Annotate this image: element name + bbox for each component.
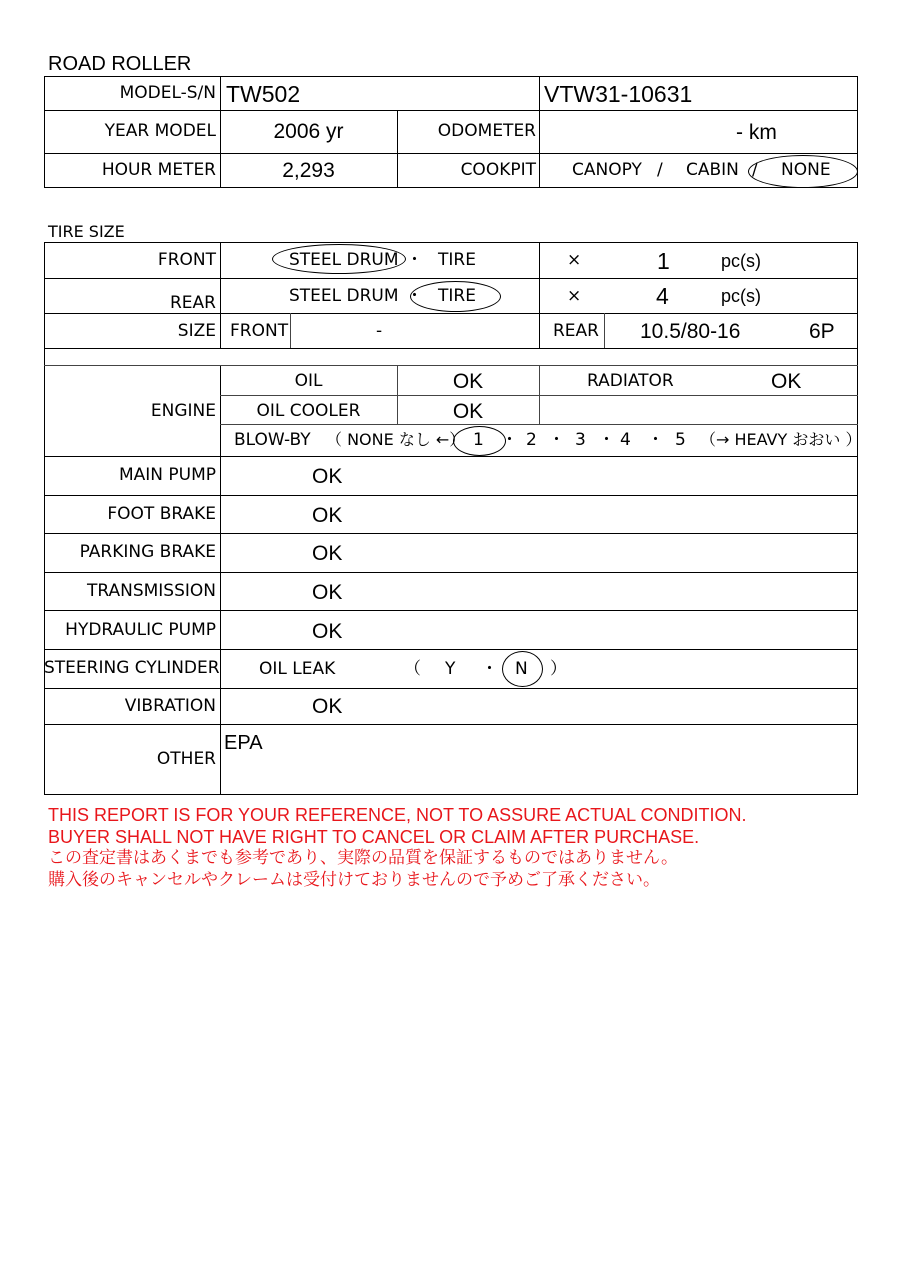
blow-by-separator: ・ <box>647 430 664 450</box>
hydraulic-pump-value: OK <box>312 620 343 643</box>
oil-leak-label: OIL LEAK <box>259 659 336 679</box>
blow-by-separator: ・ <box>501 430 518 450</box>
blow-by-level-5: 5 <box>675 430 686 450</box>
oil-leak-option-n: N <box>515 659 528 679</box>
blow-by-level-3: 3 <box>575 430 586 450</box>
disclaimer-line: この査定書はあくまでも参考であり、実際の品質を保証するものではありません。 <box>48 848 679 868</box>
blow-by-level-4: 4 <box>620 430 631 450</box>
cockpit-separator: / <box>657 160 663 180</box>
size-rear-label: REAR <box>553 321 599 341</box>
disclaimer-line: BUYER SHALL NOT HAVE RIGHT TO CANCEL OR CLAIM AFTER PURCHASE. <box>48 827 700 847</box>
front-option-steel-drum: STEEL DRUM <box>289 250 399 270</box>
blow-by-level-2: 2 <box>526 430 537 450</box>
oil-leak-separator: ・ <box>481 659 498 679</box>
oil-leak-selected-circle <box>502 651 543 687</box>
tire-size-section-label: TIRE SIZE <box>48 222 125 241</box>
oil-cooler-label: OIL COOLER <box>256 401 361 421</box>
radiator-label: RADIATOR <box>587 371 674 391</box>
hour-meter-value: 2,293 <box>282 159 335 182</box>
vibration-value: OK <box>312 695 343 718</box>
odometer-value: - km <box>736 121 777 144</box>
page-title: ROAD ROLLER <box>48 53 192 75</box>
blow-by-label: BLOW-BY <box>234 430 311 450</box>
odometer-label: ODOMETER <box>437 121 536 141</box>
year-model-value: 2006 yr <box>273 120 344 143</box>
rear-option-tire: TIRE <box>438 286 476 306</box>
disclaimer-line: THIS REPORT IS FOR YOUR REFERENCE, NOT TO ASSURE ACTUAL CONDITION. <box>48 805 747 825</box>
vibration-label: VIBRATION <box>124 696 216 716</box>
engine-label: ENGINE <box>150 401 216 421</box>
main-pump-value: OK <box>312 465 343 488</box>
cockpit-selected-circle <box>748 155 858 188</box>
blow-by-separator: ・ <box>598 430 615 450</box>
oil-leak-open-paren: （ <box>404 659 421 679</box>
model-sn-label: MODEL-S/N <box>119 83 216 103</box>
front-qty: 1 <box>657 248 670 274</box>
hydraulic-pump-label: HYDRAULIC PUMP <box>65 620 216 640</box>
cockpit-option-canopy: CANOPY <box>572 160 642 180</box>
cockpit-separator: / <box>752 160 758 180</box>
cockpit-label: COOKPIT <box>460 160 536 180</box>
cockpit-option-cabin: CABIN <box>686 160 739 180</box>
blow-by-scale-left: （ NONE なし ←） <box>326 430 466 449</box>
disclaimer-line: 購入後のキャンセルやクレームは受付けておりませんので予めご了承ください。 <box>48 870 660 890</box>
oil-leak-close-paren: ） <box>550 659 567 679</box>
rear-qty: 4 <box>656 283 669 309</box>
oil-value: OK <box>452 370 484 393</box>
front-label: FRONT <box>157 250 216 270</box>
steering-cylinder-label: STEERING CYLINDER <box>44 658 220 678</box>
size-ply: 6P <box>809 320 835 343</box>
blow-by-selected-circle <box>453 426 506 456</box>
oil-label: OIL <box>294 371 323 391</box>
front-times: × <box>567 250 582 270</box>
serial-value: VTW31-10631 <box>544 81 693 107</box>
blow-by-scale-right: （→ HEAVY おおい ） <box>700 430 862 449</box>
transmission-label: TRANSMISSION <box>86 581 216 601</box>
radiator-value: OK <box>771 370 802 393</box>
parking-brake-label: PARKING BRAKE <box>79 542 216 562</box>
front-selected-circle <box>272 244 406 274</box>
size-rear-value: 10.5/80-16 <box>640 320 741 343</box>
front-option-tire: TIRE <box>438 250 476 270</box>
model-value: TW502 <box>226 81 301 107</box>
rear-separator: ・ <box>406 286 423 306</box>
other-value: EPA <box>224 732 263 754</box>
hour-meter-label: HOUR METER <box>101 160 216 180</box>
rear-selected-circle <box>410 281 501 312</box>
main-pump-label: MAIN PUMP <box>118 465 216 485</box>
blow-by-separator: ・ <box>548 430 565 450</box>
parking-brake-value: OK <box>312 542 343 565</box>
rear-option-steel-drum: STEEL DRUM <box>289 286 399 306</box>
rear-unit: pc(s) <box>721 286 761 306</box>
size-label: SIZE <box>177 321 216 341</box>
cockpit-option-none: NONE <box>781 160 831 180</box>
rear-label: REAR <box>170 293 216 313</box>
oil-leak-option-y: Y <box>445 659 456 679</box>
foot-brake-value: OK <box>312 504 343 527</box>
blow-by-level-1: 1 <box>473 430 484 450</box>
front-unit: pc(s) <box>721 251 761 271</box>
other-label: OTHER <box>156 749 216 769</box>
oil-cooler-value: OK <box>452 400 484 423</box>
size-front-value: - <box>376 321 383 341</box>
front-separator: ・ <box>406 250 423 270</box>
transmission-value: OK <box>312 581 343 604</box>
year-model-label: YEAR MODEL <box>104 121 216 141</box>
rear-times: × <box>567 286 582 306</box>
size-front-label: FRONT <box>230 321 289 341</box>
foot-brake-label: FOOT BRAKE <box>107 504 216 524</box>
